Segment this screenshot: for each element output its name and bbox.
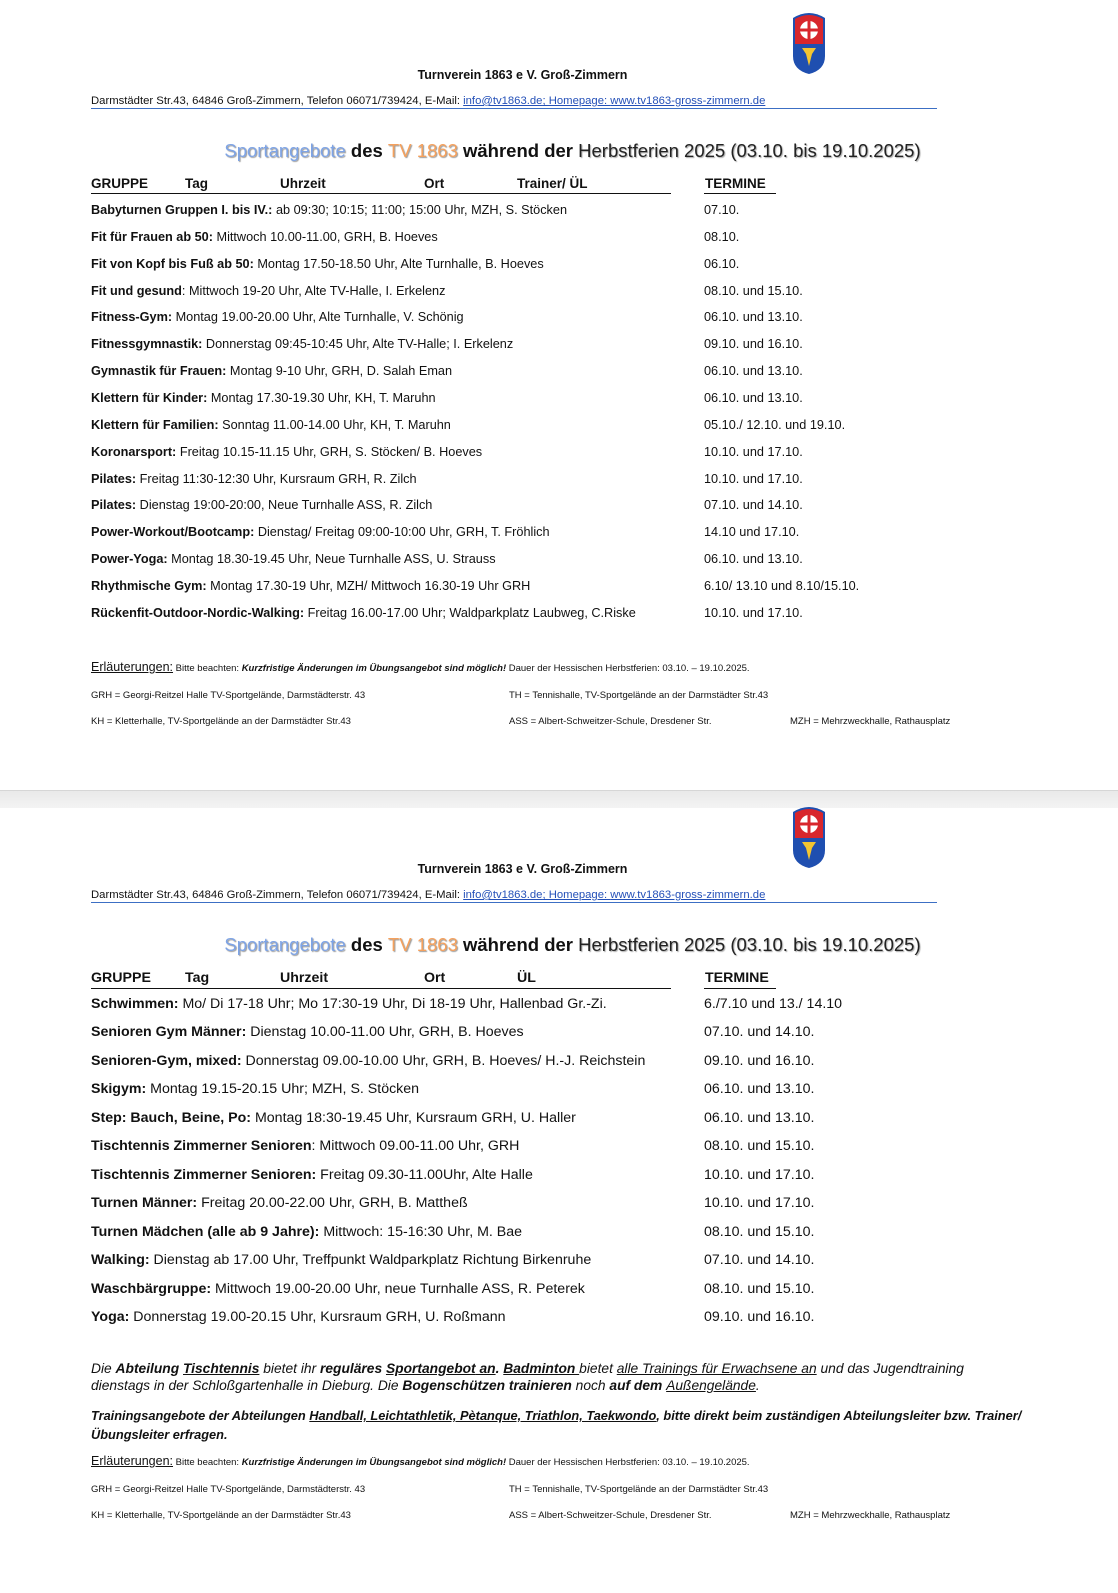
row-dates: 08.10. und 15.10. <box>704 1223 815 1240</box>
legend-mzh: MZH = Mehrzweckhalle, Rathausplatz <box>790 1510 951 1521</box>
row-dates: 08.10. und 15.10. <box>704 283 803 298</box>
page-title <box>0 934 1118 956</box>
row-group-name: Walking: <box>91 1252 150 1269</box>
homepage-link[interactable]: www.tv1863-gross-zimmern.de <box>610 889 766 901</box>
row-detail: Montag 17.30-19.30 Uhr, KH, T. Maruhn <box>207 390 436 405</box>
row-description <box>91 257 544 271</box>
row-group-name: Fitness-Gym: <box>91 310 173 325</box>
title-sportangebote: Sportangebote <box>224 934 346 955</box>
para-text: bietet <box>579 1361 617 1376</box>
row-detail: Mittwoch: 15-16:30 Uhr, M. Bae <box>319 1223 523 1240</box>
row-detail: Montag 19.15-20.15 Uhr; MZH, S. Stöcken <box>146 1081 420 1098</box>
col-uel: ÜL <box>517 970 536 986</box>
club-name: Turnverein 1863 e V. Groß-Zimmern <box>417 862 628 876</box>
row-group-name: Fit und gesund <box>91 283 182 298</box>
row-detail: : Mittwoch 09.00-11.00 Uhr, GRH <box>311 1138 520 1155</box>
row-description <box>91 1081 419 1097</box>
table-header <box>91 176 991 194</box>
row-description <box>91 1167 533 1183</box>
row-description <box>91 364 452 378</box>
row-dates: 10.10. und 17.10. <box>704 471 803 486</box>
row-dates: 06.10. und 13.10. <box>704 364 803 379</box>
para-bogenschuetzen: Bogenschützen trainieren <box>402 1378 572 1393</box>
homepage-prefix: ; Homepage: <box>542 889 611 901</box>
row-dates: 06.10. und 13.10. <box>704 310 803 325</box>
row-description <box>91 1110 576 1126</box>
row-description <box>91 1024 524 1040</box>
address-line <box>91 889 937 903</box>
title-sportangebote: Sportangebote <box>224 140 346 161</box>
notes-post: Dauer der Hessischen Herbstferien: 03.10. – 19.10.2025. <box>506 663 750 674</box>
row-description <box>91 310 464 324</box>
col-tag: Tag <box>185 970 210 986</box>
row-dates: 06.10. und 13.10. <box>704 390 803 405</box>
legend-ass: ASS = Albert-Schweitzer-Schule, Dresdener Str. <box>509 1510 712 1521</box>
title-tv: TV 1863 <box>387 140 458 161</box>
col-trainer: Trainer/ ÜL <box>517 176 588 191</box>
row-detail: Dienstag/ Freitag 09:00-10:00 Uhr, GRH, T. Fröhlich <box>254 525 550 540</box>
notes-line <box>91 660 750 674</box>
row-description <box>91 552 496 566</box>
row-description <box>91 418 451 432</box>
row-detail: Montag 9-10 Uhr, GRH, D. Salah Eman <box>226 364 453 379</box>
row-description <box>91 1252 591 1268</box>
page-1 <box>0 0 1118 790</box>
row-description <box>91 230 438 244</box>
header-rule-termine <box>704 193 776 194</box>
row-detail: Mo/ Di 17-18 Uhr; Mo 17:30-19 Uhr, Di 18-19 Uhr, Hallenbad Gr.-Zi. <box>178 996 607 1012</box>
notes-emphasis: Kurzfristige Änderungen im Übungsangebot sind möglich! <box>241 663 507 674</box>
row-group-name: Senioren-Gym, mixed: <box>91 1052 242 1069</box>
row-description <box>91 284 445 298</box>
address-text: Darmstädter Str.43, 64846 Groß-Zimmern, Telefon 06071/739424, E-Mail: <box>91 95 464 107</box>
row-detail: Freitag 10.15-11.15 Uhr, GRH, S. Stöcken/ B. Hoeves <box>176 444 483 459</box>
row-detail: Sonntag 11.00-14.00 Uhr, KH, T. Maruhn <box>218 417 451 432</box>
row-description <box>91 1138 519 1154</box>
legend-th: TH = Tennishalle, TV-Sportgelände an der Darmstädter Str.43 <box>509 1484 769 1495</box>
page-separator <box>0 790 1118 810</box>
para-bold: reguläres <box>320 1361 386 1376</box>
row-group-name: Turnen Männer: <box>91 1195 198 1212</box>
col-ort: Ort <box>424 970 446 986</box>
row-group-name: Step: Bauch, Beine, Po: <box>91 1109 252 1126</box>
para-tischtennis: Tischtennis <box>183 1361 260 1376</box>
para-an: an <box>475 1361 496 1376</box>
row-detail: Freitag 20.00-22.00 Uhr, GRH, B. Mattheß <box>197 1195 468 1212</box>
row-detail: Freitag 09.30-11.00Uhr, Alte Halle <box>316 1166 533 1183</box>
title-waehrend: während der <box>457 140 579 161</box>
row-group-name: Fitnessgymnastik: <box>91 337 203 352</box>
notes-pre: Bitte beachten: <box>173 663 242 674</box>
row-group-name: Schwimmen: <box>91 996 179 1012</box>
row-group-name: Power-Yoga: <box>91 552 168 567</box>
para-bold: Abteilung <box>115 1361 183 1376</box>
row-dates: 07.10. und 14.10. <box>704 1252 815 1269</box>
row-group-name: Rhythmische Gym: <box>91 578 207 593</box>
row-detail: Montag 17.50-18.50 Uhr, Alte Turnhalle, B. Hoeves <box>253 256 544 271</box>
row-detail: ab 09:30; 10:15; 11:00; 15:00 Uhr, MZH, S. Stöcken <box>272 203 567 217</box>
row-dates: 06.10. und 13.10. <box>704 1109 815 1126</box>
row-detail: Montag 18:30-19.45 Uhr, Kursraum GRH, U. Haller <box>251 1109 576 1126</box>
row-group-name: Tischtennis Zimmerner Senioren: <box>91 1166 317 1183</box>
row-group-name: Yoga: <box>91 1308 130 1325</box>
row-group-name: Tischtennis Zimmerner Senioren <box>91 1138 312 1155</box>
row-detail: Dienstag ab 17.00 Uhr, Treffpunkt Waldparkplatz Richtung Birkenruhe <box>149 1252 592 1269</box>
row-dates: 6.10/ 13.10 und 8.10/15.10. <box>704 578 860 593</box>
row-detail: Montag 17.30-19 Uhr, MZH/ Mittwoch 16.30-19 Uhr GRH <box>206 578 531 593</box>
row-description <box>91 525 550 539</box>
title-waehrend: während der <box>457 934 579 955</box>
page-title <box>0 140 1118 162</box>
legend-kh: KH = Kletterhalle, TV-Sportgelände an der Darmstädter Str.43 <box>91 716 351 727</box>
row-detail: Freitag 11:30-12:30 Uhr, Kursraum GRH, R. Zilch <box>136 471 417 486</box>
notes-post: Dauer der Hessischen Herbstferien: 03.10. – 19.10.2025. <box>506 1457 750 1468</box>
col-uhrzeit: Uhrzeit <box>280 176 326 191</box>
row-detail: Mittwoch 10.00-11.00, GRH, B. Hoeves <box>212 229 438 244</box>
row-description <box>91 445 482 459</box>
row-detail: Mittwoch 19.00-20.00 Uhr, neue Turnhalle ASS, R. Peterek <box>211 1280 585 1297</box>
row-dates: 06.10. <box>704 256 740 271</box>
row-dates: 09.10. und 16.10. <box>704 337 803 352</box>
row-group-name: Pilates: <box>91 471 137 486</box>
para-text: Die <box>91 1361 116 1376</box>
address-line <box>91 95 937 109</box>
email-link[interactable]: info@tv1863.de <box>463 95 543 107</box>
col-termine: TERMINE <box>705 176 766 191</box>
para-text: bietet ihr <box>259 1361 321 1376</box>
row-group-name: Fit für Frauen ab 50: <box>91 229 213 244</box>
row-group-name: Pilates: <box>91 498 137 513</box>
col-gruppe: GRUPPE <box>91 176 149 191</box>
row-detail: Montag 19.00-20.00 Uhr, Alte Turnhalle, V. Schönig <box>172 310 464 325</box>
table-header <box>91 970 991 988</box>
row-description <box>91 391 436 405</box>
row-group-name: Babyturnen Gruppen I. bis IV.: <box>91 203 273 217</box>
row-detail: Donnerstag 19.00-20.15 Uhr, Kursraum GRH, U. Roßmann <box>129 1308 506 1325</box>
legend-grh: GRH = Georgi-Reitzel Halle TV-Sportgelände, Darmstädterstr. 43 <box>91 1484 366 1495</box>
row-group-name: Klettern für Kinder: <box>91 390 208 405</box>
address-text: Darmstädter Str.43, 64846 Groß-Zimmern, Telefon 06071/739424, E-Mail: <box>91 889 464 901</box>
legend-th: TH = Tennishalle, TV-Sportgelände an der Darmstädter Str.43 <box>509 690 769 701</box>
col-gruppe: GRUPPE <box>91 970 151 986</box>
row-group-name: Power-Workout/Bootcamp: <box>91 525 255 540</box>
para-bold: . <box>495 1361 504 1376</box>
club-name: Turnverein 1863 e V. Groß-Zimmern <box>417 68 628 82</box>
row-description <box>91 1195 468 1211</box>
notes-pre: Bitte beachten: <box>173 1457 242 1468</box>
row-dates: 09.10. und 16.10. <box>704 1308 815 1325</box>
row-group-name: Fit von Kopf bis Fuß ab 50: <box>91 256 254 271</box>
header-rule <box>91 193 671 194</box>
row-group-name: Klettern für Familien: <box>91 417 219 432</box>
col-termine: TERMINE <box>705 970 769 986</box>
row-group-name: Senioren Gym Männer: <box>91 1024 247 1041</box>
homepage-link[interactable]: www.tv1863-gross-zimmern.de <box>610 95 766 107</box>
row-detail: Freitag 16.00-17.00 Uhr; Waldparkplatz Laubweg, C.Riske <box>304 605 636 620</box>
row-description <box>91 1053 645 1069</box>
row-group-name: Gymnastik für Frauen: <box>91 364 227 379</box>
legend-kh: KH = Kletterhalle, TV-Sportgelände an der Darmstädter Str.43 <box>91 1510 351 1521</box>
row-detail: : Mittwoch 19-20 Uhr, Alte TV-Halle, I. Erkelenz <box>181 283 446 298</box>
page-2 <box>0 808 1118 1593</box>
para2-text: , bitte direkt beim zuständigen Abteilungsleiter bzw. Trainer/ <box>656 1408 1022 1423</box>
row-group-name: Turnen Mädchen (alle ab 9 Jahre): <box>91 1223 320 1240</box>
header-rule-termine <box>704 988 776 989</box>
row-group-name: Koronarsport: <box>91 444 177 459</box>
row-dates: 07.10. und 14.10. <box>704 498 803 513</box>
para-aussengelaende: Außengelände <box>666 1378 756 1393</box>
legend-ass: ASS = Albert-Schweitzer-Schule, Dresdener Str. <box>509 716 712 727</box>
row-group-name: Rückenfit-Outdoor-Nordic-Walking: <box>91 605 305 620</box>
row-dates: 10.10. und 17.10. <box>704 605 803 620</box>
title-tv: TV 1863 <box>387 934 458 955</box>
department-contact-note <box>91 1406 1041 1444</box>
row-description <box>91 1309 506 1325</box>
title-herbstferien: Herbstferien 2025 (03.10. bis 19.10.2025) <box>578 140 921 161</box>
header-rule <box>91 988 671 989</box>
row-dates: 10.10. und 17.10. <box>704 444 803 459</box>
para2-text: Übungsleiter erfragen. <box>91 1427 228 1442</box>
col-tag: Tag <box>185 176 208 191</box>
row-group-name: Waschbärgruppe: <box>91 1280 212 1297</box>
para-text: noch <box>571 1378 610 1393</box>
row-dates: 08.10. und 15.10. <box>704 1280 815 1297</box>
row-description <box>91 498 432 512</box>
row-description <box>91 996 607 1012</box>
row-dates: 07.10. und 14.10. <box>704 1024 815 1041</box>
title-herbstferien: Herbstferien 2025 (03.10. bis 19.10.2025) <box>578 934 921 955</box>
row-dates: 14.10 und 17.10. <box>704 525 800 540</box>
legend-grh: GRH = Georgi-Reitzel Halle TV-Sportgelände, Darmstädterstr. 43 <box>91 690 366 701</box>
row-detail: Montag 18.30-19.45 Uhr, Neue Turnhalle ASS, U. Strauss <box>167 552 496 567</box>
row-dates: 08.10. und 15.10. <box>704 1138 815 1155</box>
row-description <box>91 1281 585 1297</box>
notes-label: Erläuterungen: <box>91 660 174 674</box>
notes-label: Erläuterungen: <box>91 1454 174 1468</box>
email-link[interactable]: info@tv1863.de <box>463 889 543 901</box>
row-description <box>91 606 636 620</box>
row-description <box>91 472 417 486</box>
row-detail: Donnerstag 09:45-10:45 Uhr, Alte TV-Halle; I. Erkelenz <box>202 337 514 352</box>
row-detail: Dienstag 10.00-11.00 Uhr, GRH, B. Hoeves <box>246 1024 524 1041</box>
para-sportangebot: Sportangebot <box>385 1361 476 1376</box>
col-ort: Ort <box>424 176 445 191</box>
para-text: und das Jugendtraining <box>816 1361 964 1376</box>
row-group-name: Skigym: <box>91 1081 147 1098</box>
para-bold: auf dem <box>609 1378 667 1393</box>
row-dates: 09.10. und 16.10. <box>704 1052 815 1069</box>
department-note <box>91 1360 1041 1394</box>
row-dates: 06.10. und 13.10. <box>704 1081 815 1098</box>
row-description <box>91 1224 522 1240</box>
club-logo-icon <box>788 10 830 76</box>
para2-text: Trainingsangebote der Abteilungen <box>91 1408 310 1423</box>
legend-mzh: MZH = Mehrzweckhalle, Rathausplatz <box>790 716 951 727</box>
row-dates: 07.10. <box>704 203 740 217</box>
para2-departments: Handball, Leichtathletik, Pètanque, Triathlon, Taekwondo <box>309 1408 657 1423</box>
para-badminton: Badminton <box>503 1361 580 1376</box>
para-text: . <box>755 1378 760 1393</box>
row-detail: Donnerstag 09.00-10.00 Uhr, GRH, B. Hoeves/ H.-J. Reichstein <box>241 1052 646 1069</box>
para-text: dienstags in der Schloßgartenhalle in Dieburg. Die <box>91 1378 403 1393</box>
row-dates: 10.10. und 17.10. <box>704 1166 815 1183</box>
row-description <box>91 337 513 351</box>
row-description <box>91 579 530 593</box>
homepage-prefix: ; Homepage: <box>542 95 611 107</box>
para-trainings: alle Trainings für Erwachsene an <box>616 1361 817 1376</box>
club-logo-icon <box>788 804 830 870</box>
row-detail: Dienstag 19:00-20:00, Neue Turnhalle ASS, R. Zilch <box>136 498 433 513</box>
row-description <box>91 203 567 217</box>
notes-emphasis: Kurzfristige Änderungen im Übungsangebot sind möglich! <box>241 1457 507 1468</box>
row-dates: 06.10. und 13.10. <box>704 552 803 567</box>
row-dates: 6./7.10 und 13./ 14.10 <box>704 996 843 1012</box>
row-dates: 05.10./ 12.10. und 19.10. <box>704 417 846 432</box>
row-dates: 08.10. <box>704 229 740 244</box>
notes-line <box>91 1454 750 1468</box>
col-uhrzeit: Uhrzeit <box>280 970 329 986</box>
row-dates: 10.10. und 17.10. <box>704 1195 815 1212</box>
title-des: des <box>345 934 388 955</box>
title-des: des <box>345 140 388 161</box>
